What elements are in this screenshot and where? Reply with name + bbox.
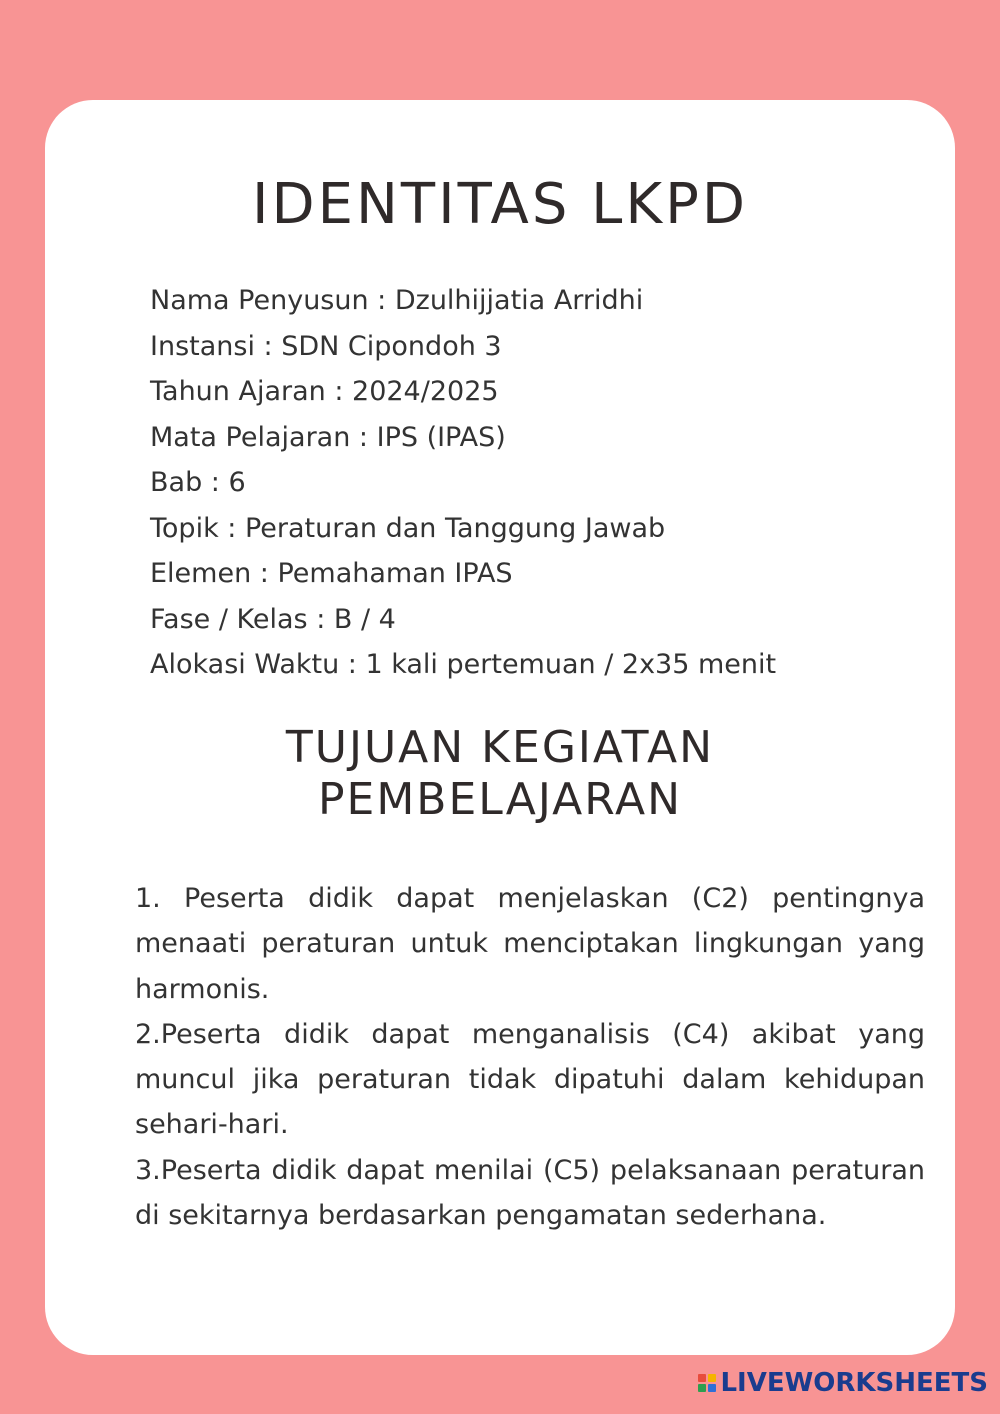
identity-item-school-year: Tahun Ajaran : 2024/2025 [150,376,499,407]
identity-item-subject: Mata Pelajaran : IPS (IPAS) [150,421,506,453]
liveworksheets-brand[interactable] [698,1366,988,1400]
brand-name: LIVEWORKSHEETS [720,1368,988,1398]
identity-item-author: Nama Penyusun : Dzulhijjatia Arridhi [150,285,644,316]
identity-item-chapter: Bab : 6 [150,467,246,498]
goal-item-1: 1. Peserta didik dapat menjelaskan (C2) pentingnya menaati peraturan untuk menciptakan lingkungan yang harmonis. [135,883,925,1005]
page-title: IDENTITAS LKPD [252,172,748,237]
identity-item-topic: Topik : Peraturan dan Tanggung Jawab [150,512,666,544]
goals-list [135,876,925,1238]
goal-item-3: 3.Peserta didik dapat menilai (C5) pelaksanaan peraturan di sekitarnya berdasarkan pengamatan sederhana. [135,1154,925,1232]
identity-list [150,278,776,688]
identity-item-phase-class: Fase / Kelas : B / 4 [150,603,396,635]
identity-item-time-allocation: Alokasi Waktu : 1 kali pertemuan / 2x35 menit [150,649,777,680]
goals-heading-line2: PEMBELAJARAN [317,774,682,825]
goals-heading-line1: TUJUAN KEGIATAN [285,722,715,773]
goals-heading [0,722,1000,826]
identity-item-institution: Instansi : SDN Cipondoh 3 [150,330,502,362]
identity-item-element: Elemen : Pemahaman IPAS [150,558,513,589]
goal-item-2: 2.Peserta didik dapat menganalisis (C4) akibat yang muncul jika peraturan tidak dipatuhi dalam kehidupan sehari-hari. [135,1018,925,1141]
liveworksheets-logo-icon [698,1374,716,1392]
